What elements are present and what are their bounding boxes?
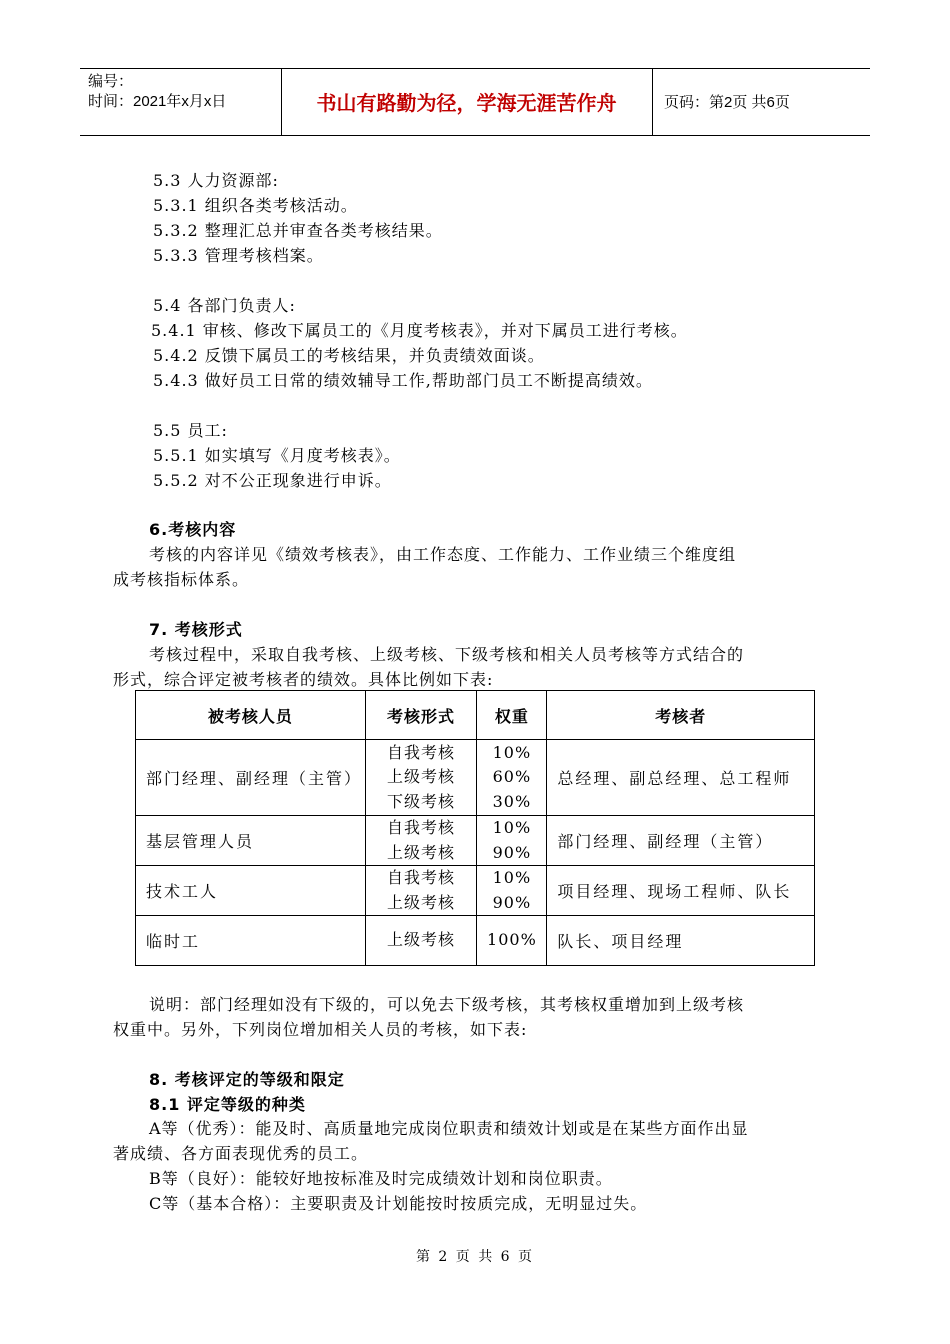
form-item: 自我考核	[387, 742, 456, 762]
weight-item: 90%	[492, 892, 532, 912]
section-5-5-2: 5.5.2 对不公正现象进行申诉。	[153, 471, 392, 490]
page-footer: 第 2 页 共 6 页	[415, 1249, 535, 1265]
doc-number-label: 编号：	[88, 73, 134, 90]
assessee-cell: 基层管理人员	[136, 816, 366, 866]
heading-8: 8. 考核评定的等级和限定	[149, 1070, 345, 1089]
note-line2: 权重中。另外，下列岗位增加相关人员的考核，如下表:	[113, 1020, 528, 1039]
column-header: 考核者	[547, 691, 815, 740]
form-item: 自我考核	[387, 818, 456, 837]
weight-item: 10%	[492, 742, 532, 762]
column-header: 权重	[477, 691, 547, 740]
weight-item: 10%	[492, 868, 532, 887]
table-row	[136, 816, 815, 866]
heading-6: 6.考核内容	[149, 520, 237, 539]
column-header: 被考核人员	[136, 691, 366, 740]
paragraph-6-line1: 考核的内容详见《绩效考核表》，由工作态度、工作能力、工作业绩三个维度组	[149, 545, 737, 564]
header-page-number: 页码：第2页 共6页	[664, 94, 790, 111]
assessment-form-cell	[365, 816, 477, 866]
weight-cell	[477, 866, 547, 916]
note-line1: 说明：部门经理如没有下级的，可以免去下级考核，其考核权重增加到上级考核	[149, 995, 745, 1014]
weight-cell	[477, 916, 547, 966]
weight-cell	[477, 740, 547, 816]
header-motto: 书山有路勤为径，学海无涯苦作舟	[316, 91, 617, 115]
assessor-cell: 部门经理、副经理（主管）	[547, 816, 815, 866]
form-item: 下级考核	[387, 791, 456, 811]
table-row	[136, 916, 815, 966]
grade-a-line2: 著成绩、各方面表现优秀的员工。	[113, 1144, 369, 1163]
section-5-5: 5.5 员工:	[153, 421, 228, 440]
grade-b: B等（良好）：能较好地按标准及时完成绩效计划和岗位职责。	[149, 1169, 613, 1188]
assessor-cell: 队长、项目经理	[547, 916, 815, 966]
table-row	[136, 740, 815, 816]
heading-7: 7. 考核形式	[149, 620, 243, 639]
header-bottom-rule	[80, 135, 870, 136]
form-item: 自我考核	[387, 868, 456, 887]
assessment-form-cell	[365, 916, 477, 966]
section-5-4-2: 5.4.2 反馈下属员工的考核结果，并负责绩效面谈。	[153, 346, 545, 365]
form-item: 上级考核	[387, 842, 456, 862]
assessment-form-cell	[365, 740, 477, 816]
paragraph-7-line2: 形式，综合评定被考核者的绩效。具体比例如下表:	[113, 670, 494, 689]
section-5-4-1: 5.4.1 审核、修改下属员工的《月度考核表》，并对下属员工进行考核。	[151, 321, 688, 340]
form-item: 上级考核	[387, 930, 456, 950]
section-5-3: 5.3 人力资源部:	[153, 171, 279, 190]
table-row	[136, 866, 815, 916]
grade-a-line1: A等（优秀）：能及时、高质量地完成岗位职责和绩效计划或是在某些方面作出显	[149, 1119, 749, 1138]
assessee-cell: 部门经理、副经理（主管）	[136, 740, 366, 816]
header-top-rule	[80, 68, 870, 69]
section-5-4-3: 5.4.3 做好员工日常的绩效辅导工作,帮助部门员工不断提高绩效。	[153, 371, 653, 390]
assessor-cell: 项目经理、现场工程师、队长	[547, 866, 815, 916]
weight-item: 10%	[492, 818, 532, 837]
form-item: 上级考核	[387, 892, 456, 912]
section-5-3-2: 5.3.2 整理汇总并审查各类考核结果。	[153, 221, 443, 240]
header-meta	[88, 72, 226, 112]
doc-date-label: 时间：2021年x月x日	[88, 93, 227, 110]
assessor-cell: 总经理、副总经理、总工程师	[547, 740, 815, 816]
assessment-ratio-table	[135, 690, 815, 966]
weight-cell	[477, 816, 547, 866]
weight-item: 90%	[492, 842, 532, 862]
section-5-5-1: 5.5.1 如实填写《月度考核表》。	[153, 446, 401, 465]
assessment-form-cell	[365, 866, 477, 916]
section-5-4: 5.4 各部门负责人:	[153, 296, 296, 315]
table-header-row	[136, 691, 815, 740]
header-divider	[652, 68, 653, 135]
weight-item: 60%	[492, 767, 532, 787]
weight-item: 100%	[487, 930, 537, 950]
form-item: 上级考核	[387, 767, 456, 787]
weight-item: 30%	[492, 791, 532, 811]
section-5-3-3: 5.3.3 管理考核档案。	[153, 246, 324, 265]
heading-8-1: 8.1 评定等级的种类	[149, 1095, 306, 1114]
section-5-3-1: 5.3.1 组织各类考核活动。	[153, 196, 358, 215]
grade-c: C等（基本合格）：主要职责及计划能按时按质完成，无明显过失。	[149, 1194, 648, 1213]
assessee-cell: 技术工人	[136, 866, 366, 916]
assessee-cell: 临时工	[136, 916, 366, 966]
paragraph-6-line2: 成考核指标体系。	[113, 570, 250, 589]
paragraph-7-line1: 考核过程中，采取自我考核、上级考核、下级考核和相关人员考核等方式结合的	[149, 645, 745, 664]
column-header: 考核形式	[365, 691, 477, 740]
